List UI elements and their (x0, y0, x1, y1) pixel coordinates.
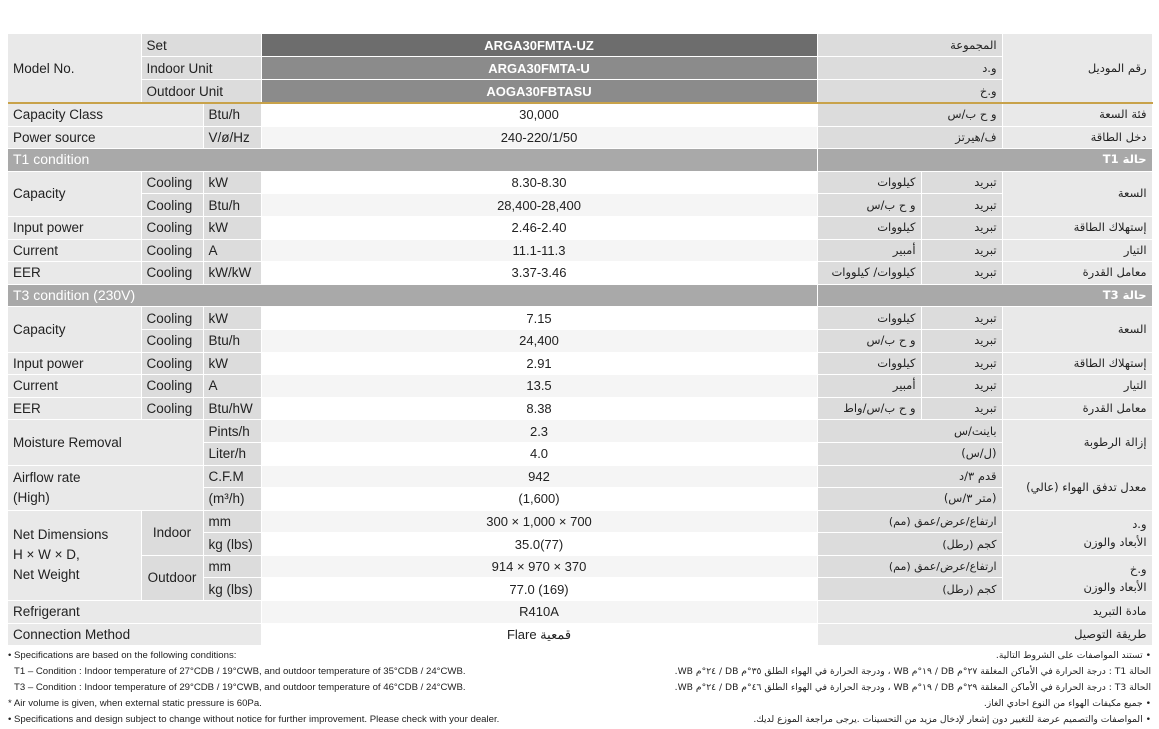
mode-ar: تبريد (921, 216, 1002, 239)
dimensions-label-1: Net Dimensions (13, 527, 109, 543)
row-label: Moisture Removal (8, 420, 203, 465)
value: 13.5 (261, 375, 817, 398)
section-title-ar: حالة T1 (817, 149, 1152, 172)
unit-ar: كيلووات (817, 307, 921, 330)
unit-ar: و ح ب/س (817, 194, 921, 217)
row-label: EER (8, 397, 141, 420)
mode: Cooling (141, 329, 203, 352)
mode: Cooling (141, 216, 203, 239)
mode: Cooling (141, 352, 203, 375)
model-label: Model No. (8, 34, 141, 103)
unit-ar: أمبير (817, 375, 921, 398)
value: 2.3 (261, 420, 817, 443)
mode-ar: تبريد (921, 171, 1002, 194)
value: 24,400 (261, 329, 817, 352)
t3-section-header (8, 284, 1152, 307)
row-label-ar: السعة (1002, 307, 1152, 352)
mode: Cooling (141, 194, 203, 217)
outdoor-unit-label-ar: و.خ (817, 80, 1002, 104)
airflow-label: Airflow rate (13, 469, 81, 485)
row-label-ar: السعة (1002, 171, 1152, 216)
footnote: • Specifications and design subject to change without notice for further improvement. Please check with your dealer. (8, 714, 500, 725)
t3-current-row (8, 375, 1152, 398)
mode: Cooling (141, 171, 203, 194)
dimensions-label-3: Net Weight (13, 567, 80, 583)
footnote-ar: • تستند المواصفات على الشروط التالية. (995, 650, 1151, 661)
model-row-outdoor (8, 80, 1152, 104)
unit: mm (203, 510, 261, 533)
mode: Cooling (141, 375, 203, 398)
unit-ar: و ح ب/س/واط (817, 397, 921, 420)
mode-ar: تبريد (921, 194, 1002, 217)
unit: Btu/hW (203, 397, 261, 420)
indoor-label-ar (1002, 510, 1152, 555)
indoor-label: Indoor (141, 510, 203, 555)
row-label (8, 465, 203, 510)
unit-ar: كيلووات (817, 216, 921, 239)
unit: Pints/h (203, 420, 261, 443)
mode-ar: تبريد (921, 329, 1002, 352)
t1-capacity-btu-row (8, 194, 1152, 217)
outdoor-model: AOGA30FBTASU (261, 80, 817, 104)
row-label-ar: طريقة التوصيل (817, 623, 1152, 646)
value: R410A (261, 601, 817, 624)
value: 8.38 (261, 397, 817, 420)
t1-eer-row (8, 262, 1152, 285)
unit-ar: ارتفاع/عرض/عمق (مم) (817, 510, 1002, 533)
indoor-label-ar-2: الأبعاد والوزن (1083, 534, 1147, 549)
row-label-ar: التيار (1002, 375, 1152, 398)
outdoor-label: Outdoor (141, 555, 203, 600)
dimensions-label-2: H × W × D, (13, 547, 80, 563)
mode: Cooling (141, 397, 203, 420)
value: Flare قمعية (261, 623, 817, 646)
footnotes-ar (591, 648, 1151, 728)
row-label: EER (8, 262, 141, 285)
row-label: Connection Method (8, 623, 261, 646)
power-source-row (8, 126, 1152, 149)
airflow-cfm-row (8, 465, 1152, 488)
unit: kW (203, 216, 261, 239)
row-label-ar: إزالة الرطوبة (1002, 420, 1152, 465)
row-label: Power source (8, 126, 203, 149)
unit-ar: كيلووات (817, 352, 921, 375)
value: 7.15 (261, 307, 817, 330)
row-label: Input power (8, 216, 141, 239)
unit-ar: أمبير (817, 239, 921, 262)
row-label-ar: إستهلاك الطاقة (1002, 216, 1152, 239)
outdoor-unit-label: Outdoor Unit (141, 80, 261, 104)
section-title-ar: حالة T3 (817, 284, 1152, 307)
t1-section-header (8, 149, 1152, 172)
t3-capacity-btu-row (8, 329, 1152, 352)
unit: kW (203, 171, 261, 194)
mode-ar: تبريد (921, 262, 1002, 285)
row-label: Current (8, 375, 141, 398)
row-label: Capacity Class (8, 103, 203, 126)
unit: kg (lbs) (203, 578, 261, 601)
set-model: ARGA30FMTA-UZ (261, 34, 817, 57)
indoor-model: ARGA30FMTA-U (261, 57, 817, 80)
unit: kW/kW (203, 262, 261, 285)
row-label-ar: إستهلاك الطاقة (1002, 352, 1152, 375)
row-label-ar: معامل القدرة (1002, 262, 1152, 285)
value: 300 × 1,000 × 700 (261, 510, 817, 533)
row-label-ar: مادة التبريد (817, 601, 1152, 624)
unit-ar: كجم (رطل) (817, 533, 1002, 556)
unit: Btu/h (203, 103, 261, 126)
value: 30,000 (261, 103, 817, 126)
unit: (m³/h) (203, 488, 261, 511)
set-label-ar: المجموعة (817, 34, 1002, 57)
t1-current-row (8, 239, 1152, 262)
unit: A (203, 239, 261, 262)
t3-eer-row (8, 397, 1152, 420)
unit-ar: قدم ٣/د (817, 465, 1002, 488)
footnotes-en (8, 648, 568, 728)
unit-ar: و ح ب/س (817, 329, 921, 352)
indoor-label-ar-1: و.د (1132, 516, 1147, 531)
mode: Cooling (141, 262, 203, 285)
footnote-ar: • جميع مكيفات الهواء من النوع احادي الغاز. (983, 698, 1151, 709)
row-label: Capacity (8, 171, 141, 216)
footnote-ar: الحالة T1 : درجة الحرارة في الأماكن المغلقة ٢٧°م DB / ١٩°م WB ، ودرجة الحرارة في الهواء الطلق ٣٥°م DB / ٢٤°م WB. (674, 666, 1151, 677)
unit: V/ø/Hz (203, 126, 261, 149)
refrigerant-row (8, 601, 1152, 624)
row-label-ar: دخل الطاقة (1002, 126, 1152, 149)
unit-ar: باينت/س (817, 420, 1002, 443)
value: 240-220/1/50 (261, 126, 817, 149)
footnote-ar: الحالة T3 : درجة الحرارة في الأماكن المغلقة ٢٩°م DB / ١٩°م WB ، ودرجة الحرارة في الهواء الطلق ٤٦°م DB / ٢٤°م WB. (674, 682, 1151, 693)
outdoor-label-ar-1: و.خ (1129, 561, 1147, 576)
footnote: T1 – Condition : Indoor temperature of 27°CDB / 19°CWB, and outdoor temperature of 35°CDB / 24°CWB. (14, 666, 466, 677)
outdoor-label-ar-2: الأبعاد والوزن (1083, 579, 1147, 594)
footnote: T3 – Condition : Indoor temperature of 29°CDB / 19°CWB, and outdoor temperature of 46°CDB / 24°CWB. (14, 682, 466, 693)
unit: Liter/h (203, 442, 261, 465)
airflow-label-high: (High) (13, 489, 50, 505)
unit: kW (203, 307, 261, 330)
value: 2.46-2.40 (261, 216, 817, 239)
outdoor-label-ar (1002, 555, 1152, 600)
footnote-ar: • المواصفات والتصميم عرضة للتغيير دون إشعار لإدخال مزيد من التحسينات .يرجى مراجعة الموزع لديك. (753, 714, 1151, 725)
outdoor-dimension-row (8, 555, 1152, 578)
row-label: Capacity (8, 307, 141, 352)
model-row-indoor (8, 57, 1152, 80)
value: 28,400-28,400 (261, 194, 817, 217)
unit-ar: كيلووات/ كيلووات (817, 262, 921, 285)
section-title: T1 condition (8, 149, 817, 172)
indoor-dimension-row (8, 510, 1152, 533)
value: 8.30-8.30 (261, 171, 817, 194)
value: 914 × 970 × 370 (261, 555, 817, 578)
unit-ar: كيلووات (817, 171, 921, 194)
unit: Btu/h (203, 194, 261, 217)
t3-input-power-row (8, 352, 1152, 375)
unit: kg (lbs) (203, 533, 261, 556)
section-title: T3 condition (230V) (8, 284, 817, 307)
mode: Cooling (141, 239, 203, 262)
row-label-ar: معدل تدفق الهواء (عالي) (1002, 465, 1152, 510)
indoor-unit-label-ar: و.د (817, 57, 1002, 80)
row-label: Input power (8, 352, 141, 375)
value: 11.1-11.3 (261, 239, 817, 262)
t1-input-power-row (8, 216, 1152, 239)
indoor-unit-label: Indoor Unit (141, 57, 261, 80)
value: 77.0 (169) (261, 578, 817, 601)
value: (1,600) (261, 488, 817, 511)
value: 3.37-3.46 (261, 262, 817, 285)
mode-ar: تبريد (921, 307, 1002, 330)
row-label-ar: معامل القدرة (1002, 397, 1152, 420)
unit-ar: و ح ب/س (817, 103, 1002, 126)
row-label: Refrigerant (8, 601, 261, 624)
unit-ar: (ل/س) (817, 442, 1002, 465)
unit: C.F.M (203, 465, 261, 488)
moisture-pints-row (8, 420, 1152, 443)
value: 35.0(77) (261, 533, 817, 556)
mode-ar: تبريد (921, 352, 1002, 375)
row-label: Current (8, 239, 141, 262)
unit: kW (203, 352, 261, 375)
value: 942 (261, 465, 817, 488)
set-label: Set (141, 34, 261, 57)
mode-ar: تبريد (921, 239, 1002, 262)
value: 2.91 (261, 352, 817, 375)
capacity-class-row (8, 103, 1152, 126)
unit-ar: ف/هيرتز (817, 126, 1002, 149)
connection-row (8, 623, 1152, 646)
unit-ar: (متر ٣/س) (817, 488, 1002, 511)
mode: Cooling (141, 307, 203, 330)
unit: A (203, 375, 261, 398)
unit-ar: ارتفاع/عرض/عمق (مم) (817, 555, 1002, 578)
model-row-set (8, 34, 1152, 57)
footnote: • Specifications are based on the following conditions: (8, 650, 237, 661)
row-label-ar: فئة السعة (1002, 103, 1152, 126)
mode-ar: تبريد (921, 397, 1002, 420)
spec-table (8, 34, 1153, 646)
footnote: * Air volume is given, when external static pressure is 60Pa. (8, 698, 262, 709)
dimensions-label (8, 510, 141, 600)
row-label-ar: التيار (1002, 239, 1152, 262)
mode-ar: تبريد (921, 375, 1002, 398)
unit: Btu/h (203, 329, 261, 352)
unit: mm (203, 555, 261, 578)
value: 4.0 (261, 442, 817, 465)
model-label-ar: رقم الموديل (1002, 34, 1152, 103)
t1-capacity-kw-row (8, 171, 1152, 194)
unit-ar: كجم (رطل) (817, 578, 1002, 601)
t3-capacity-kw-row (8, 307, 1152, 330)
